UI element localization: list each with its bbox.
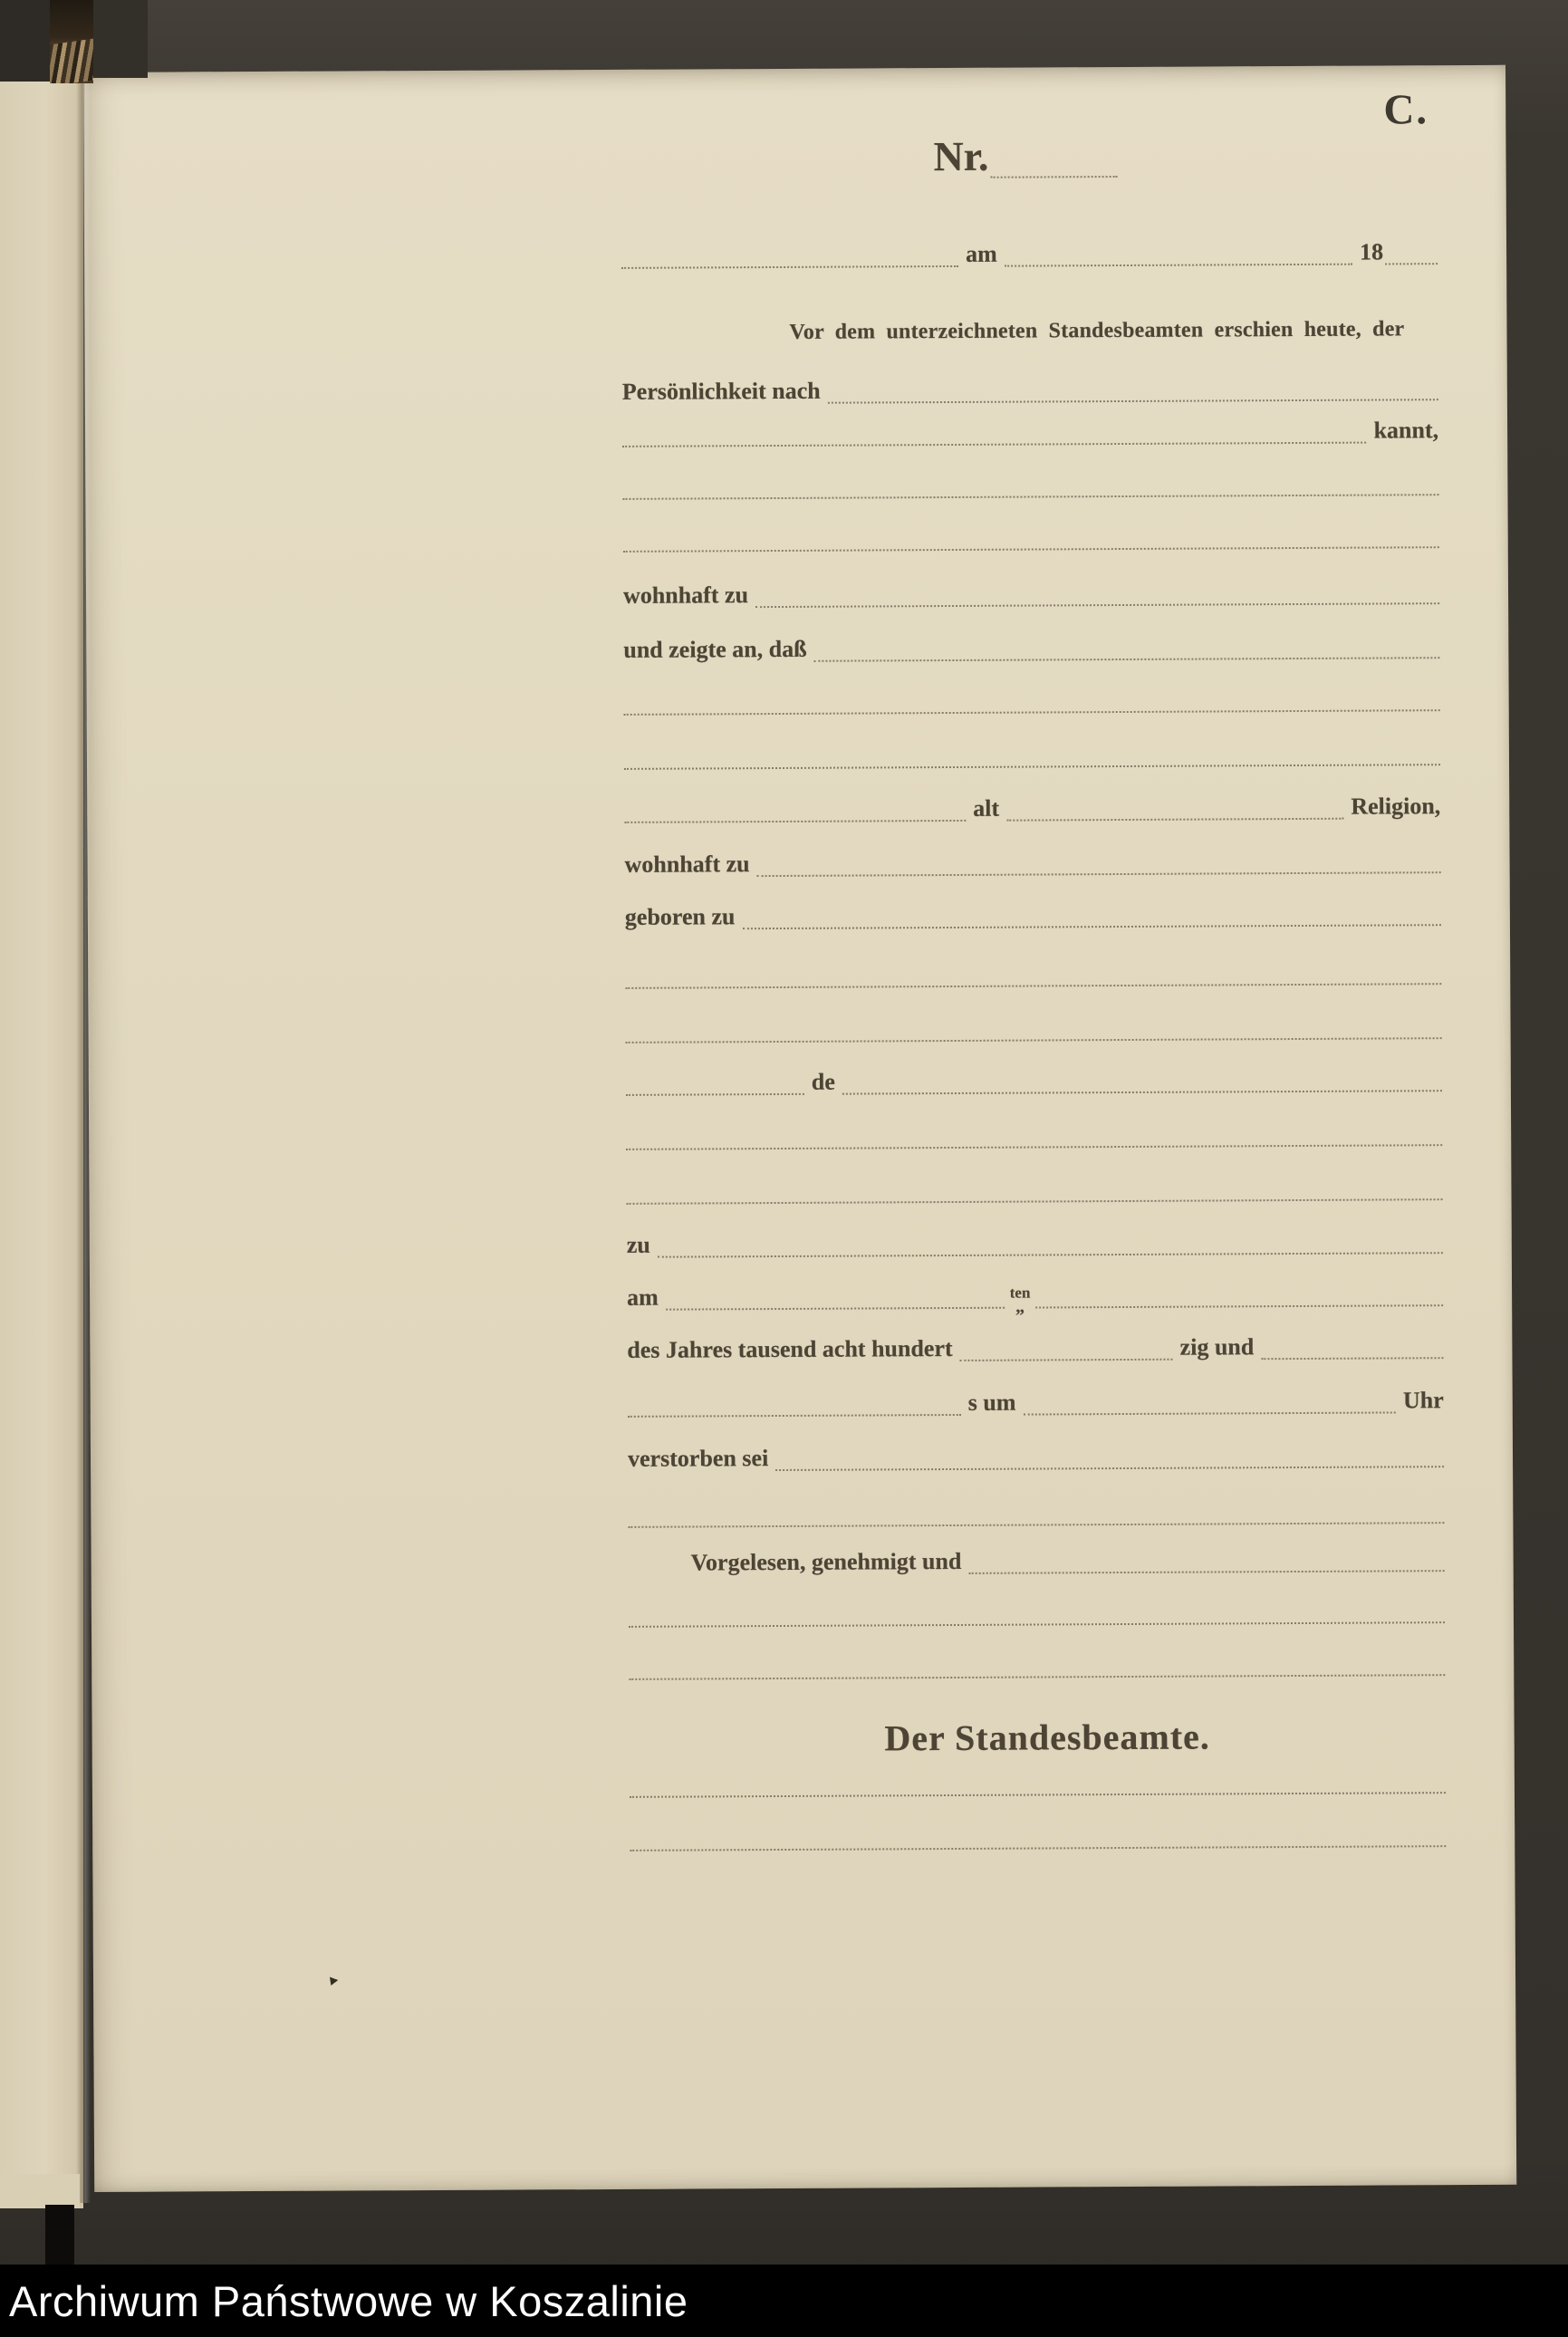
watermark-bar [0, 2265, 1568, 2337]
year-prefix: 18 [1359, 238, 1384, 265]
blank-line [629, 1665, 1445, 1680]
row-known-suffix [622, 409, 1438, 447]
declaration-blank [814, 648, 1440, 662]
de-label: de [811, 1068, 835, 1095]
vorgelesen-label: Vorgelesen, genehmigt und [690, 1547, 962, 1576]
row-registrar-heading [629, 1707, 1445, 1761]
row-declaration [623, 624, 1439, 663]
blank-line [626, 1189, 1442, 1205]
blank-line [630, 1783, 1446, 1798]
book-spine-edge [45, 2205, 74, 2268]
de-left-blank [626, 1084, 804, 1096]
age-blank [1006, 809, 1343, 822]
deceased-blank [775, 1457, 1444, 1471]
row-death-year [627, 1324, 1443, 1363]
registry-number-blank [990, 167, 1117, 178]
cover-edge-top [93, 0, 148, 78]
row-blank-line [622, 461, 1438, 500]
blank-line [623, 537, 1439, 553]
row-residence-declarant [623, 570, 1439, 609]
row-blank-line [625, 950, 1441, 989]
blank-line [626, 1028, 1442, 1043]
form-series-letter: C. [1383, 86, 1429, 134]
row-deceased-clause [628, 1433, 1444, 1472]
persoenlichkeit-label: Persönlichkeit nach [621, 377, 821, 405]
geboren-label: geboren zu [624, 903, 736, 930]
row-age-religion [624, 784, 1440, 823]
intro-text: Vor dem unterzeichneten Standesbeamten erschien heute, der [789, 317, 1405, 344]
known-blank [622, 433, 1367, 447]
identity-blank [828, 390, 1438, 404]
blank-line [624, 755, 1440, 770]
blank-line [626, 1135, 1442, 1150]
uhr-label: Uhr [1402, 1387, 1444, 1414]
row-blank-line [626, 1166, 1442, 1205]
verstorben-label: verstorben sei [627, 1445, 769, 1472]
registrar-heading: Der Standesbeamte. [884, 1716, 1210, 1759]
ten-text: ten [1009, 1284, 1031, 1302]
blank-line [629, 1612, 1445, 1628]
row-death-hour [628, 1379, 1444, 1418]
register-form-page [83, 65, 1516, 2192]
book-headband [50, 0, 93, 83]
blank-line [630, 1836, 1446, 1851]
blank-line [625, 974, 1441, 989]
archive-watermark-text: Archiwum Państwowe w Koszalinie [9, 2276, 688, 2325]
religion-label: Religion, [1351, 793, 1441, 820]
blank-line [628, 1513, 1444, 1528]
row-blank-line [630, 1813, 1446, 1851]
date-blank [1005, 255, 1352, 267]
residence-blank-2 [757, 862, 1441, 877]
row-blank-line [624, 731, 1440, 770]
year-blank [1385, 254, 1438, 264]
row-intro-clause [621, 309, 1438, 346]
place-blank [621, 256, 958, 269]
blank-line [624, 700, 1440, 716]
am-label-2: am [627, 1284, 659, 1311]
cover-edge-left [0, 0, 50, 82]
row-blank-line [626, 1111, 1442, 1150]
facing-page-corner [0, 2174, 80, 2208]
row-read-approved [629, 1537, 1445, 1576]
day-blank [666, 1298, 1005, 1311]
row-blank-line [624, 677, 1440, 716]
daytime-blank [628, 1405, 961, 1418]
zig-und-label: zig und [1179, 1333, 1255, 1361]
row-place-date [621, 230, 1438, 269]
facing-page-edge [0, 80, 83, 2208]
row-residence-deceased [624, 839, 1440, 878]
row-blank-line [630, 1759, 1446, 1798]
decade-blank [960, 1350, 1173, 1361]
am-label: am [965, 240, 997, 267]
row-blank-line [623, 514, 1439, 553]
headband-threads [50, 38, 93, 83]
row-death-place [627, 1219, 1443, 1258]
hour-blank [1023, 1402, 1396, 1415]
signature-action-blank [968, 1561, 1444, 1574]
row-blank-line [625, 1005, 1441, 1043]
death-place-blank [658, 1243, 1443, 1258]
birthplace-blank [742, 915, 1440, 929]
row-registry-number [933, 127, 1205, 179]
row-death-day [627, 1272, 1443, 1317]
row-identity [622, 366, 1438, 405]
wohnhaft-label: wohnhaft zu [622, 582, 749, 609]
blank-line [622, 485, 1438, 500]
alt-label: alt [973, 794, 1000, 822]
residence-blank [755, 593, 1439, 608]
row-blank-line [628, 1489, 1444, 1528]
zu-label: zu [626, 1231, 650, 1258]
ink-blot: ‣ [324, 1967, 343, 1997]
ditto-mark: „ [1015, 1296, 1025, 1317]
row-birthplace [625, 891, 1441, 930]
wohnhaft-label-2: wohnhaft zu [624, 851, 750, 878]
row-de-clause [626, 1057, 1442, 1096]
year-unit-blank [1261, 1348, 1443, 1360]
zeigte-label: und zeigte an, daß [623, 635, 807, 663]
s-um-label: s um [967, 1389, 1016, 1416]
row-blank-line [629, 1589, 1445, 1628]
jahres-label: des Jahres tausend acht hundert [627, 1334, 953, 1363]
ordinal-ten-superscript [1005, 1286, 1036, 1315]
death-register-form [620, 65, 1448, 2063]
name-blank [624, 811, 966, 823]
nr-label: Nr. [933, 132, 989, 180]
row-blank-line [629, 1641, 1445, 1680]
de-right-blank [842, 1081, 1442, 1094]
kannt-label: kannt, [1373, 417, 1439, 444]
month-blank [1035, 1295, 1443, 1308]
